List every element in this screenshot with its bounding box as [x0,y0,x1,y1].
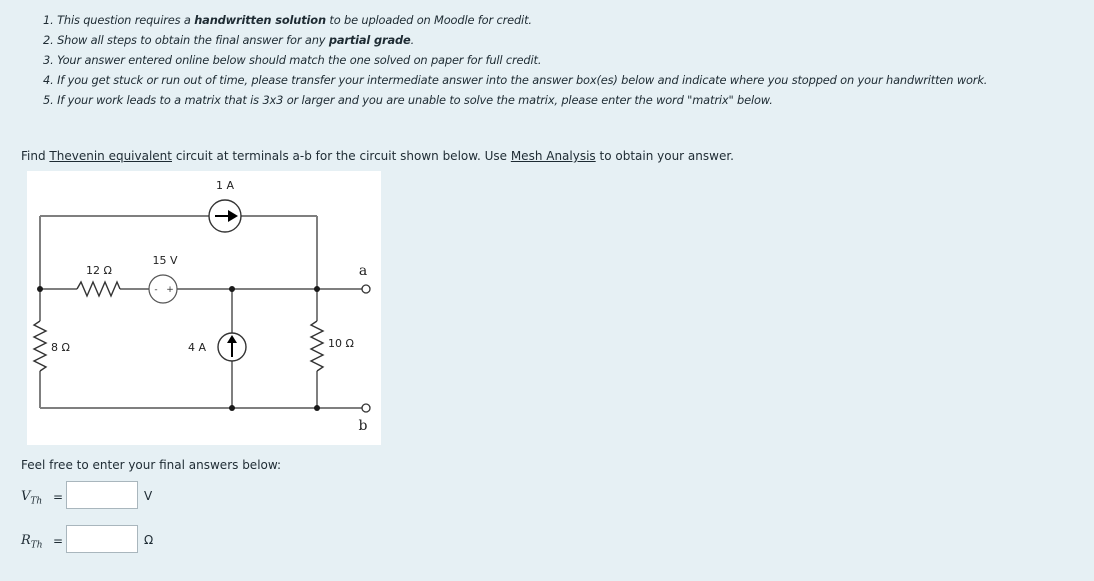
label-10-ohm: 10 Ω [328,337,354,350]
circuit-diagram [27,171,381,445]
instruction-1: 1. This question requires a handwritten solution to be uploaded on Moodle for credit. [43,13,532,27]
voltage-source-15v [149,275,177,303]
rth-unit: Ω [144,533,154,547]
question-text: Find Thevenin equivalent circuit at terminals a-b for the circuit shown below. Use Mesh Analysis to obtain your answer. [21,149,734,163]
label-12-ohm: 12 Ω [86,264,112,277]
instruction-5: 5. If your work leads to a matrix that is 3x3 or larger and you are unable to solve the matrix, please enter the word "matrix" below. [43,93,773,107]
current-source-1a [209,200,241,232]
resistor-8-ohm [34,321,46,371]
node-right-bottom [314,405,320,411]
terminal-b-circle [362,404,370,412]
label-1a: 1 A [215,179,235,192]
rth-label: $R_{Th}$ [21,533,43,551]
label-15v: 15 V [152,254,178,267]
instruction-2: 2. Show all steps to obtain the final answer for any partial grade. [43,33,415,47]
rth-input[interactable] [66,525,138,553]
label-terminal-a: a [358,263,368,279]
answers-prompt: Feel free to enter your final answers below: [21,458,282,472]
vs-plus-sign: + [166,285,174,295]
node-left [37,286,43,292]
vth-unit: V [144,489,153,503]
resistor-12-ohm [77,282,120,296]
vs-minus-sign: - [154,285,158,295]
resistor-10-ohm [311,321,323,371]
instruction-3: 3. Your answer entered online below should match the one solved on paper for full credit. [43,53,542,67]
rth-equals: = [53,534,64,548]
label-4a: 4 A [187,341,207,354]
vth-equals: = [53,490,64,504]
node-center-top [229,286,235,292]
thevenin-equivalent-link[interactable]: Thevenin equivalent [49,149,172,163]
instructions-list [0,0,1094,107]
vth-input[interactable] [66,481,138,509]
label-terminal-b: b [358,418,368,434]
label-8-ohm: 8 Ω [51,341,70,354]
instruction-4: 4. If you get stuck or run out of time, please transfer your intermediate answer into the answer box(es) below and indicate where you stopped on your handwritten work. [43,73,988,87]
current-source-4a [218,333,246,361]
node-center-bottom [229,405,235,411]
mesh-analysis-link[interactable]: Mesh Analysis [510,149,596,163]
vth-label: $V_{Th}$ [21,489,43,507]
node-right-top [314,286,320,292]
terminal-a-circle [362,285,370,293]
